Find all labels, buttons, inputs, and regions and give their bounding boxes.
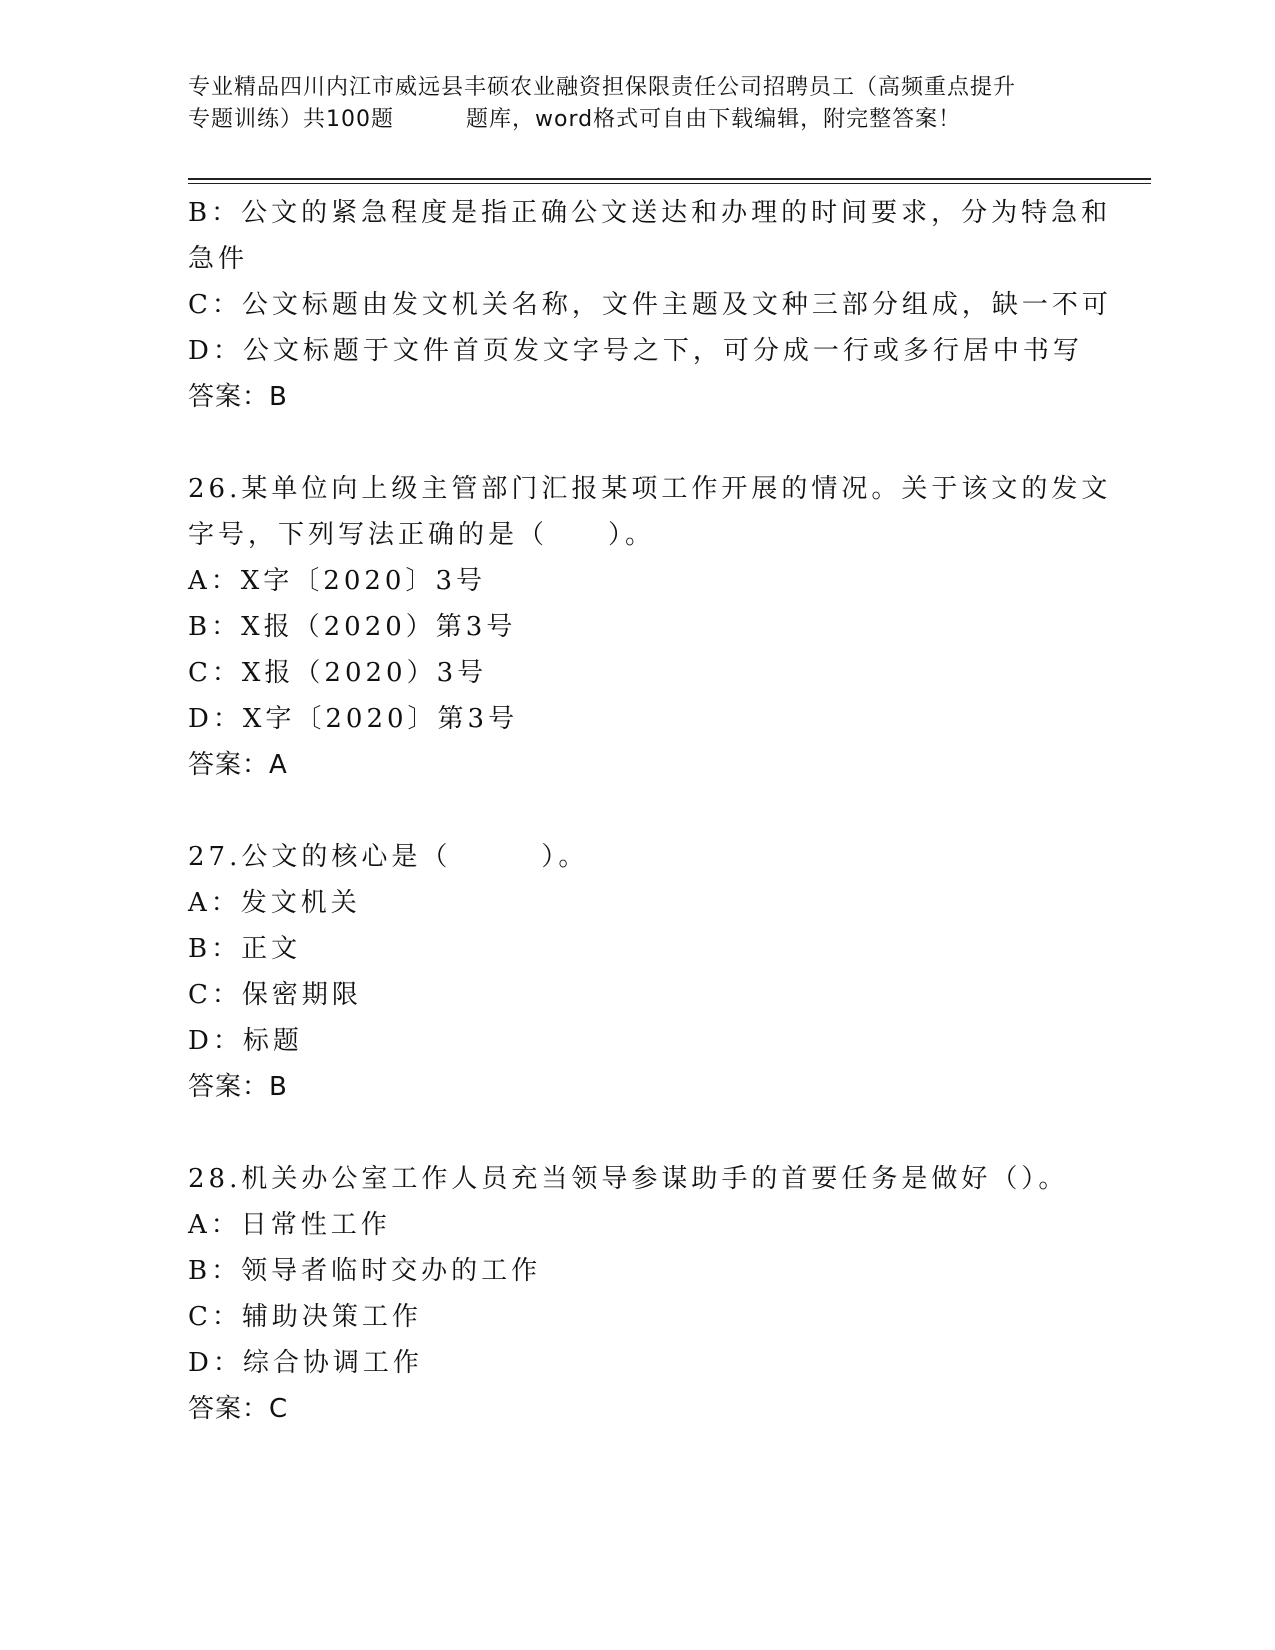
question-stem: 28.机关办公室工作人员充当领导参谋助手的首要任务是做好（）。 <box>188 1164 1069 1194</box>
option-a: A：发文机关 <box>188 888 361 918</box>
question-stem: 27.公文的核心是（ ）。 <box>188 842 589 872</box>
answer: 答案：A <box>188 750 288 780</box>
question-27 <box>188 834 1088 1110</box>
header-line-2-left: 专题训练）共100题 <box>188 107 394 132</box>
option-c: C：公文标题由发文机关名称，文件主题及文种三部分组成，缺一不可 <box>188 290 1112 320</box>
answer: 答案：B <box>188 382 288 412</box>
header-divider-thin <box>188 183 1151 184</box>
question-stem-line-1: 26.某单位向上级主管部门汇报某项工作开展的情况。关于该文的发文 <box>188 474 1112 504</box>
document-header <box>188 72 1088 136</box>
header-line-1: 专业精品四川内江市威远县丰硕农业融资担保限责任公司招聘员工（高频重点提升 <box>188 75 1017 100</box>
option-d: D：X字〔2020〕第3号 <box>188 704 519 734</box>
option-c: C：辅助决策工作 <box>188 1302 422 1332</box>
option-b: B：X报（2020）第3号 <box>188 612 517 642</box>
option-b-line-2: 急件 <box>188 244 249 274</box>
option-b-line-1: B：公文的紧急程度是指正确公文送达和办理的时间要求，分为特急和 <box>188 198 1112 228</box>
question-25 <box>188 190 1112 420</box>
question-28 <box>188 1156 1088 1432</box>
option-c: C：保密期限 <box>188 980 362 1010</box>
option-d: D：公文标题于文件首页发文字号之下，可分成一行或多行居中书写 <box>188 336 1083 366</box>
option-d: D：标题 <box>188 1026 303 1056</box>
header-divider-thick <box>188 178 1151 180</box>
question-26 <box>188 466 1112 788</box>
option-c: C：X报（2020）3号 <box>188 658 488 688</box>
option-a: A：日常性工作 <box>188 1210 391 1240</box>
option-a: A：X字〔2020〕3号 <box>188 566 486 596</box>
answer: 答案：C <box>188 1394 289 1424</box>
option-b: B：领导者临时交办的工作 <box>188 1256 542 1286</box>
option-d: D：综合协调工作 <box>188 1348 423 1378</box>
question-stem-line-2: 字号，下列写法正确的是（ ）。 <box>188 520 656 550</box>
header-line-2-right: 题库，word格式可自由下载编辑，附完整答案！ <box>466 107 962 132</box>
document-body <box>188 190 1112 1432</box>
answer: 答案：B <box>188 1072 288 1102</box>
header-line-2 <box>188 104 1088 136</box>
option-b: B：正文 <box>188 934 302 964</box>
